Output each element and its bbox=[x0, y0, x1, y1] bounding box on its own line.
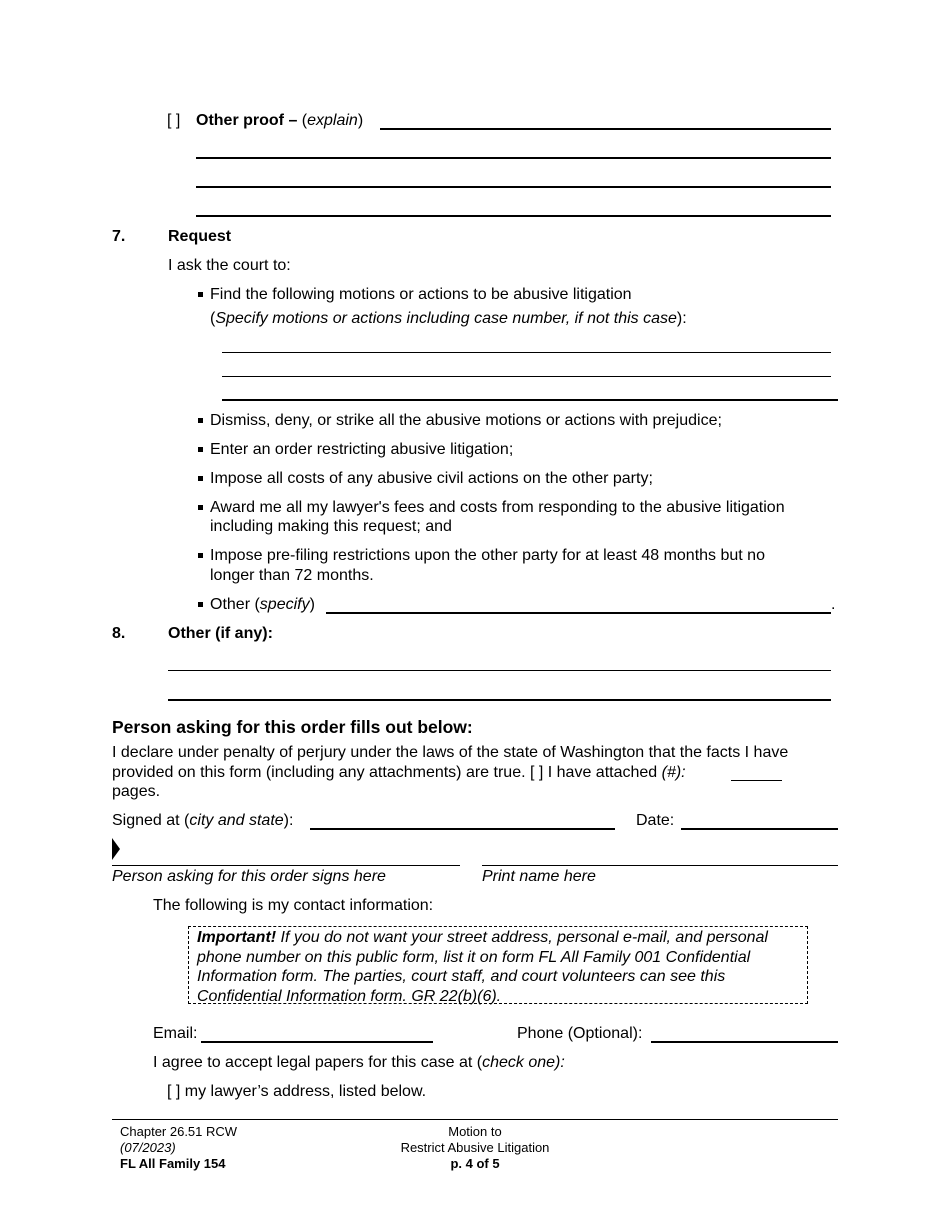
find-text: Find the following motions or actions to be abusive litigation bbox=[210, 286, 632, 303]
footer-date: (07/2023) bbox=[120, 1140, 176, 1155]
bullet-dismiss bbox=[198, 418, 203, 423]
bullet-text-enter: Enter an order restricting abusive litigation; bbox=[210, 441, 514, 458]
attached-pages-field[interactable] bbox=[731, 780, 782, 781]
other-request bbox=[210, 596, 315, 614]
section-8-title: Other (if any): bbox=[168, 625, 273, 642]
explain-open: ( bbox=[301, 112, 308, 129]
find-line-3[interactable] bbox=[222, 399, 838, 401]
find-line-2[interactable] bbox=[222, 376, 831, 377]
other-proof-line-4[interactable] bbox=[196, 215, 831, 217]
section-7-intro: I ask the court to: bbox=[168, 257, 291, 274]
impose-line-1: Impose pre-filing restrictions upon the other party for at least 48 months but no bbox=[210, 547, 765, 564]
bullet-award bbox=[198, 505, 203, 510]
email-field[interactable] bbox=[201, 1041, 433, 1043]
signed-at-label bbox=[112, 812, 293, 830]
section-8-number: 8. bbox=[112, 625, 126, 642]
explain-text: explain bbox=[307, 112, 358, 129]
award-line-1: Award me all my lawyer's fees and costs from responding to the abusive litigation bbox=[210, 499, 785, 516]
footer-title-1: Motion to bbox=[448, 1124, 502, 1139]
impose-line-2: longer than 72 months. bbox=[210, 567, 374, 584]
bullet-find bbox=[198, 292, 203, 297]
date-label: Date: bbox=[636, 812, 675, 829]
important-text: If you do not want your street address, personal e-mail, and personal phone number on this public form, list it on form FL All Family 001 Confidential Information form. The parties, court staff, and court volunteers can see this Confidential Information form. GR 22(b)(6). bbox=[197, 929, 768, 1005]
other-proof-line-3[interactable] bbox=[196, 186, 831, 188]
bullet-other bbox=[198, 602, 203, 607]
section-7-number: 7. bbox=[112, 228, 126, 245]
find-note bbox=[210, 310, 687, 328]
other-request-line[interactable] bbox=[326, 612, 831, 614]
accept-close: ): bbox=[555, 1054, 565, 1071]
sign-caption: Person asking for this order signs here bbox=[112, 868, 386, 885]
other-proof-line-2[interactable] bbox=[196, 157, 831, 159]
other-proof-line-1[interactable] bbox=[380, 128, 831, 130]
find-note-close: ): bbox=[676, 310, 687, 327]
section-8-line-1[interactable] bbox=[168, 670, 831, 671]
other-period: . bbox=[831, 596, 836, 613]
other-specify: specify bbox=[259, 596, 310, 613]
find-note-text: Specify motions or actions including case number, if not this case bbox=[215, 310, 677, 327]
email-label: Email: bbox=[153, 1025, 198, 1042]
print-caption: Print name here bbox=[482, 868, 596, 885]
phone-field[interactable] bbox=[651, 1041, 838, 1043]
declaration-count-label: (#): bbox=[661, 764, 686, 781]
section-8-line-2[interactable] bbox=[168, 699, 831, 701]
explain-close: ) bbox=[357, 112, 364, 129]
footer-form-id: FL All Family 154 bbox=[120, 1156, 226, 1171]
footer-statute: Chapter 26.51 RCW bbox=[120, 1124, 238, 1139]
footer-page: p. 4 of 5 bbox=[450, 1156, 500, 1171]
declaration-line-2 bbox=[112, 764, 686, 782]
check-one-text: check one bbox=[482, 1054, 556, 1071]
contact-intro: The following is my contact information: bbox=[153, 897, 434, 914]
phone-label: Phone (Optional): bbox=[517, 1025, 643, 1042]
sign-arrow-icon bbox=[112, 838, 122, 860]
lawyer-address-option[interactable]: [ ] my lawyer’s address, listed below. bbox=[167, 1083, 427, 1100]
declaration-line-3: pages. bbox=[112, 783, 161, 800]
important-label: Important! bbox=[197, 929, 277, 946]
footer-rule bbox=[112, 1119, 838, 1120]
bullet-text-costs: Impose all costs of any abusive civil actions on the other party; bbox=[210, 470, 653, 487]
section-7-title: Request bbox=[168, 228, 232, 245]
other-close: ) bbox=[309, 596, 315, 613]
other-proof-checkbox[interactable]: [ ] bbox=[167, 112, 181, 129]
signature-field[interactable] bbox=[112, 865, 460, 866]
find-note-open: ( bbox=[210, 310, 216, 327]
bullet-enter bbox=[198, 447, 203, 452]
find-line-1[interactable] bbox=[222, 352, 831, 353]
bullet-text-dismiss: Dismiss, deny, or strike all the abusive motions or actions with prejudice; bbox=[210, 412, 722, 429]
declaration-line-2-text: provided on this form (including any attachments) are true. [ ] I have attached bbox=[112, 764, 662, 781]
declaration-line-1: I declare under penalty of perjury under the laws of the state of Washington that the facts I have bbox=[112, 744, 789, 761]
important-notice bbox=[188, 926, 808, 1004]
signed-at-text: Signed at ( bbox=[112, 812, 190, 829]
signed-at-field[interactable] bbox=[310, 828, 615, 830]
bullet-impose bbox=[198, 553, 203, 558]
other-proof-title: Other proof – bbox=[196, 112, 298, 129]
print-name-field[interactable] bbox=[482, 865, 838, 866]
footer-title-2: Restrict Abusive Litigation bbox=[400, 1140, 550, 1155]
date-field[interactable] bbox=[681, 828, 838, 830]
city-state-text: city and state bbox=[189, 812, 284, 829]
signed-at-close: ): bbox=[283, 812, 294, 829]
accept-papers bbox=[153, 1054, 565, 1072]
accept-text: I agree to accept legal papers for this case at ( bbox=[153, 1054, 483, 1071]
bullet-costs bbox=[198, 476, 203, 481]
award-line-2: including making this request; and bbox=[210, 518, 452, 535]
other-label: Other ( bbox=[210, 596, 260, 613]
other-proof-label bbox=[196, 112, 363, 130]
declaration-heading: Person asking for this order fills out below: bbox=[112, 717, 473, 737]
